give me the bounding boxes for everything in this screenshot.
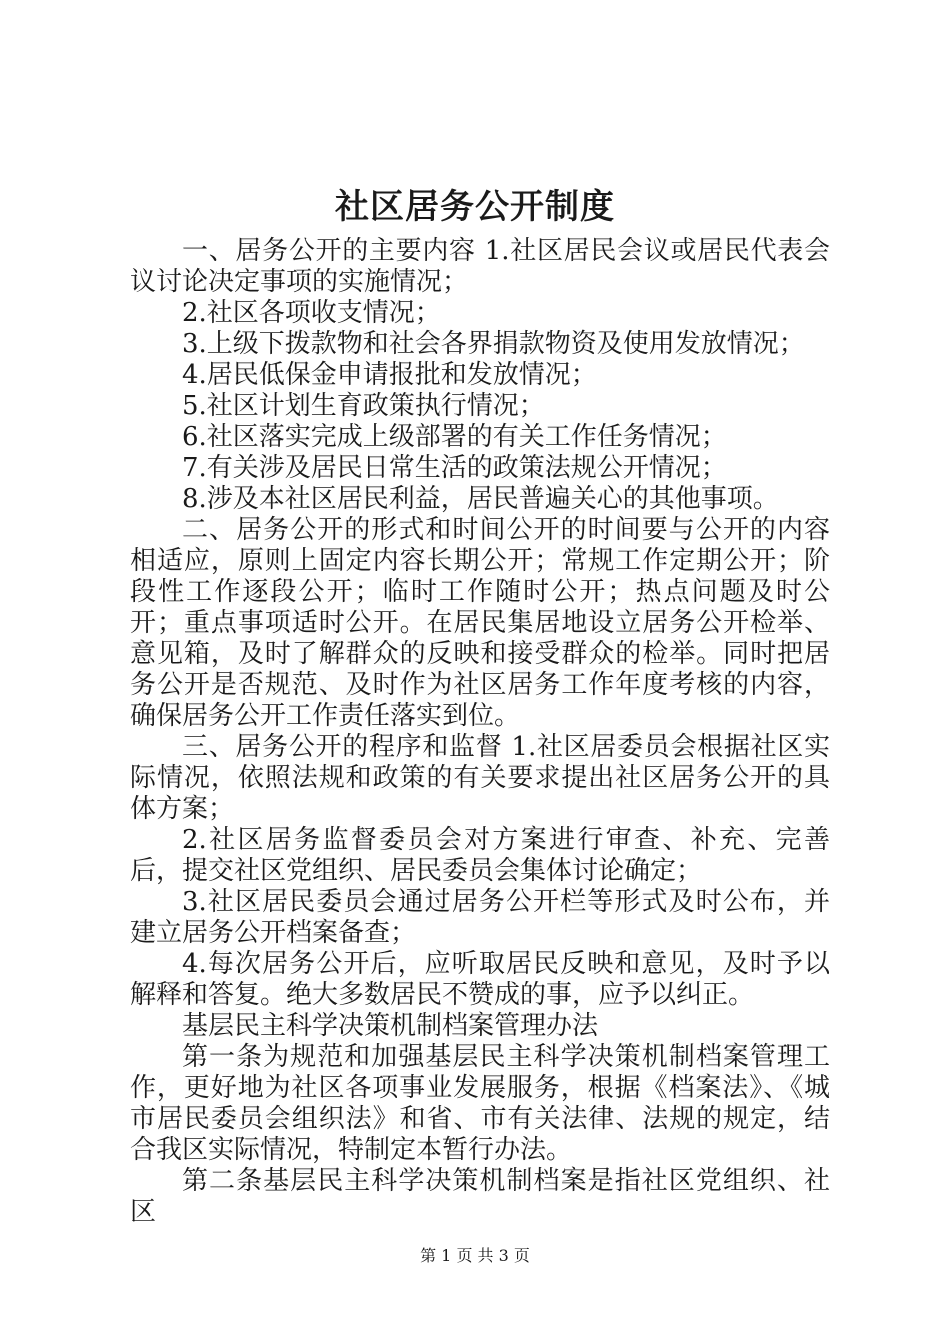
- section-heading: 基层民主科学决策机制档案管理办法: [182, 1011, 599, 1041]
- paragraph: 二、居务公开的形式和时间公开的时间要与公开的内容相适应，原则上固定内容长期公开；常规工作定期公开；阶段性工作逐段公开；临时工作随时公开；热点问题及时公开；重点事项适时公开。在居民集居地设立居务公开检举、意见箱，及时了解群众的反映和接受群众的检举。同时把居务公开是否规范、及时作为社区居务工作年度考核的内容，确保居务公开工作责任落实到位。: [130, 515, 830, 731]
- paragraph: 2.社区居务监督委员会对方案进行审查、补充、完善后，提交社区党组织、居民委员会集体讨论确定；: [130, 825, 830, 886]
- paragraph: 第一条为规范和加强基层民主科学决策机制档案管理工作，更好地为社区各项事业发展服务，根据《档案法》、《城市居民委员会组织法》和省、市有关法律、法规的规定，结合我区实际情况，特制定本暂行办法。: [130, 1042, 830, 1165]
- page-footer: 第 1 页 共 3 页: [420, 1246, 530, 1265]
- paragraph: 三、居务公开的程序和监督 1.社区居委员会根据社区实际情况，依照法规和政策的有关要求提出社区居务公开的具体方案；: [130, 732, 830, 824]
- paragraph: 3.上级下拨款物和社会各界捐款物资及使用发放情况；: [182, 329, 805, 359]
- paragraph: 一、居务公开的主要内容 1.社区居民会议或居民代表会议讨论决定事项的实施情况；: [130, 236, 830, 297]
- document-body: [130, 236, 830, 1228]
- document-title: 社区居务公开制度: [335, 187, 615, 227]
- paragraph: 3.社区居民委员会通过居务公开栏等形式及时公布，并建立居务公开档案备查；: [130, 887, 830, 948]
- paragraph: 5.社区计划生育政策执行情况；: [182, 391, 545, 421]
- paragraph: 6.社区落实完成上级部署的有关工作任务情况；: [182, 422, 727, 452]
- paragraph: 第二条基层民主科学决策机制档案是指社区党组织、社区: [130, 1166, 830, 1227]
- paragraph: 4.每次居务公开后，应听取居民反映和意见，及时予以解释和答复。绝大多数居民不赞成的事，应予以纠正。: [130, 949, 830, 1010]
- paragraph: 8.涉及本社区居民利益，居民普遍关心的其他事项。: [182, 484, 779, 514]
- paragraph: 4.居民低保金申请报批和发放情况；: [182, 360, 597, 390]
- paragraph: 2.社区各项收支情况；: [182, 298, 441, 328]
- paragraph: 7.有关涉及居民日常生活的政策法规公开情况；: [182, 453, 727, 483]
